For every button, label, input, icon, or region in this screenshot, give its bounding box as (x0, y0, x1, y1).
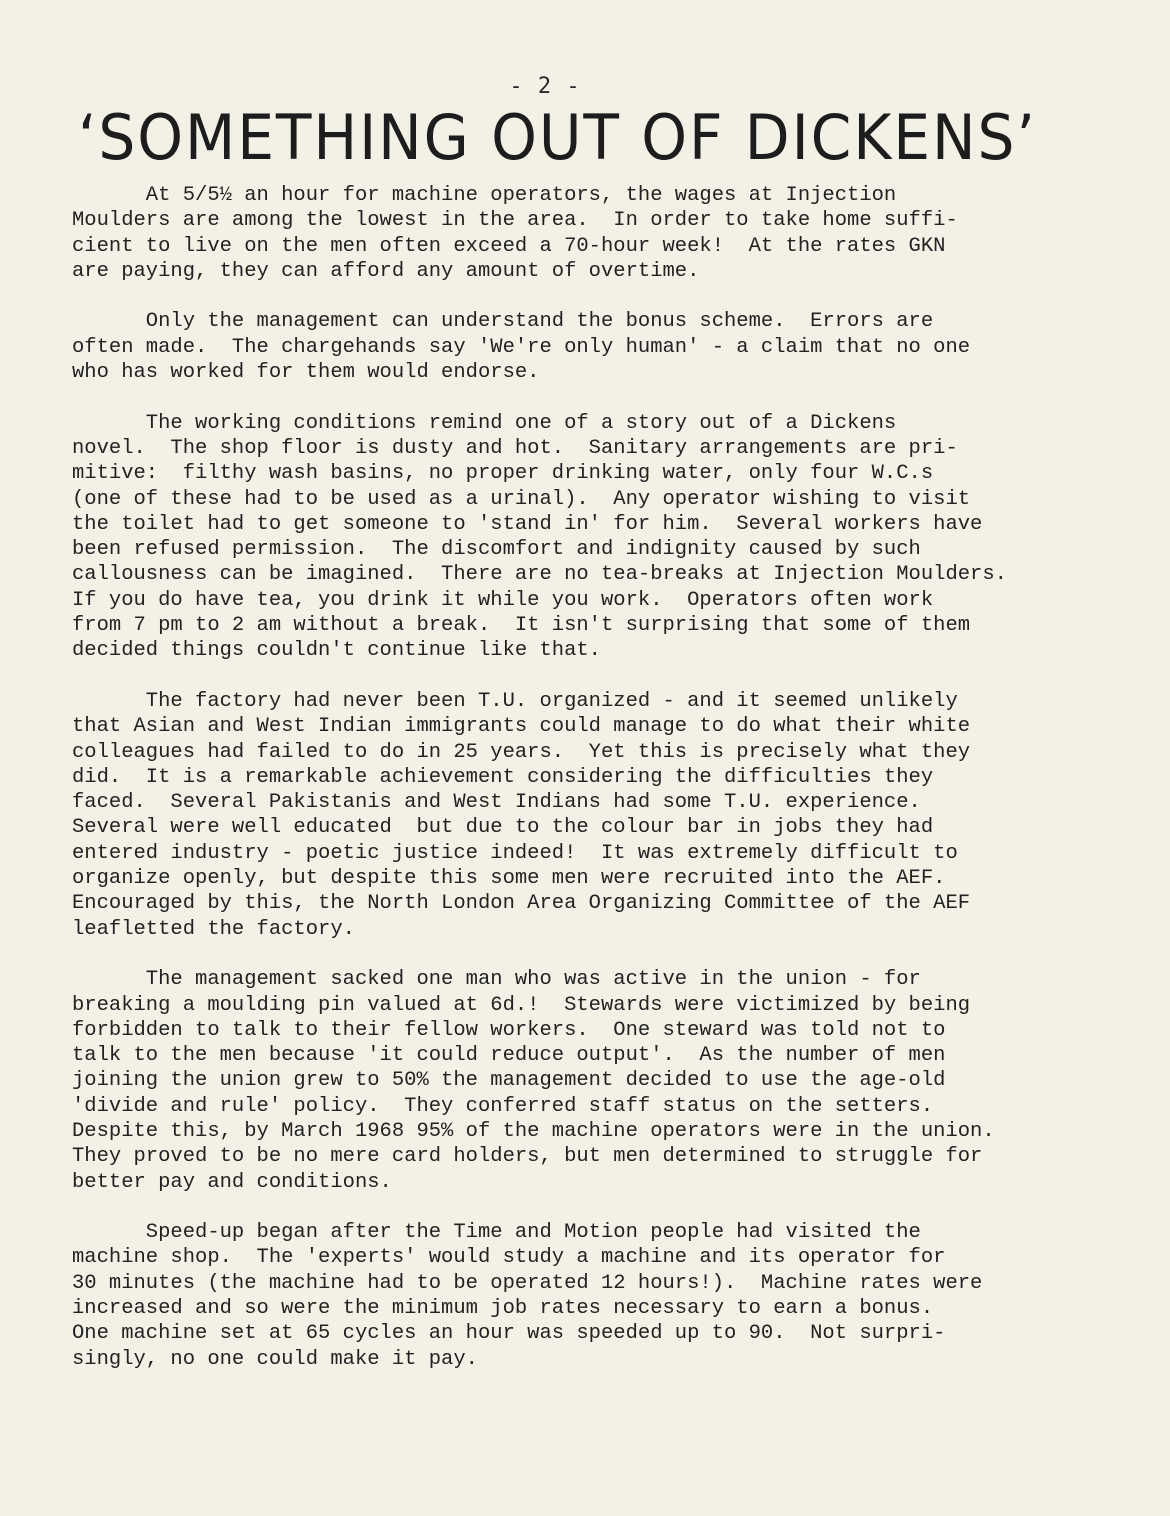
text-line: increased and so were the minimum job rates necessary to earn a bonus. (72, 1297, 934, 1321)
text-line: from 7 pm to 2 am without a break. It isn't surprising that some of them (72, 614, 971, 638)
paragraph (72, 689, 1102, 942)
text-line: 30 minutes (the machine had to be operated 12 hours!). Machine rates were (72, 1271, 983, 1295)
text-line: 'divide and rule' policy. They conferred staff status on the setters. (72, 1094, 934, 1118)
text-line: novel. The shop floor is dusty and hot. Sanitary arrangements are pri- (72, 436, 958, 460)
paragraph (72, 309, 1102, 385)
text-line: One machine set at 65 cycles an hour was speeded up to 90. Not surpri- (72, 1322, 946, 1346)
article-body (72, 183, 1102, 1397)
text-line: leafletted the factory. (72, 917, 355, 941)
article-headline: ‘SOMETHING OUT OF DICKENS’ (78, 101, 1037, 174)
text-line: Encouraged by this, the North London Area Organizing Committee of the AEF (72, 892, 971, 916)
text-line: The working conditions remind one of a story out of a Dickens (72, 411, 897, 435)
text-line: Speed-up began after the Time and Motion people had visited the (72, 1221, 921, 1245)
paragraph (72, 183, 1102, 284)
text-line: Only the management can understand the bonus scheme. Errors are (72, 310, 934, 334)
text-line: who has worked for them would endorse. (72, 361, 540, 385)
text-line: mitive: filthy wash basins, no proper drinking water, only four W.C.s (72, 462, 934, 486)
paragraph (72, 1220, 1102, 1372)
text-line: the toilet had to get someone to 'stand in' for him. Several workers have (72, 512, 983, 536)
text-line: joining the union grew to 50% the management decided to use the age-old (72, 1069, 946, 1093)
text-line: been refused permission. The discomfort and indignity caused by such (72, 538, 921, 562)
text-line: The management sacked one man who was active in the union - for (72, 968, 921, 992)
text-line: At 5/5½ an hour for machine operators, the wages at Injection (72, 184, 897, 207)
text-line: often made. The chargehands say 'We're only human' - a claim that no one (72, 335, 971, 359)
text-line: cient to live on the men often exceed a 70-hour week! At the rates GKN (72, 234, 946, 258)
text-line: decided things couldn't continue like that. (72, 639, 601, 663)
text-line: machine shop. The 'experts' would study a machine and its operator for (72, 1246, 946, 1270)
text-line: did. It is a remarkable achievement considering the difficulties they (72, 765, 934, 789)
text-line: entered industry - poetic justice indeed! It was extremely difficult to (72, 841, 958, 865)
text-line: talk to the men because 'it could reduce output'. As the number of men (72, 1044, 946, 1068)
text-line: that Asian and West Indian immigrants could manage to do what their white (72, 715, 971, 739)
text-line: better pay and conditions. (72, 1170, 392, 1194)
text-line: breaking a moulding pin valued at 6d.! Stewards were victimized by being (72, 993, 971, 1017)
text-line: singly, no one could make it pay. (72, 1347, 478, 1371)
text-line: faced. Several Pakistanis and West Indians had some T.U. experience. (72, 791, 921, 815)
text-line: If you do have tea, you drink it while you work. Operators often work (72, 588, 934, 612)
text-line: callousness can be imagined. There are no tea-breaks at Injection Moulders. (72, 563, 1007, 587)
text-line: Several were well educated but due to the colour bar in jobs they had (72, 816, 934, 840)
text-line: (one of these had to be used as a urinal). Any operator wishing to visit (72, 487, 971, 511)
text-line: Despite this, by March 1968 95% of the machine operators were in the union. (72, 1119, 995, 1143)
paragraph (72, 967, 1102, 1195)
text-line: colleagues had failed to do in 25 years. Yet this is precisely what they (72, 740, 971, 764)
paragraph (72, 411, 1102, 664)
text-line: organize openly, but despite this some men were recruited into the AEF. (72, 867, 946, 891)
text-line: They proved to be no mere card holders, but men determined to struggle for (72, 1145, 983, 1169)
text-line: are paying, they can afford any amount of overtime. (72, 259, 700, 283)
text-line: The factory had never been T.U. organized - and it seemed unlikely (72, 689, 958, 713)
text-line: forbidden to talk to their fellow workers. One steward was told not to (72, 1018, 946, 1042)
text-line: Moulders are among the lowest in the area. In order to take home suffi- (72, 209, 958, 233)
page-number: - 2 - (509, 74, 581, 99)
